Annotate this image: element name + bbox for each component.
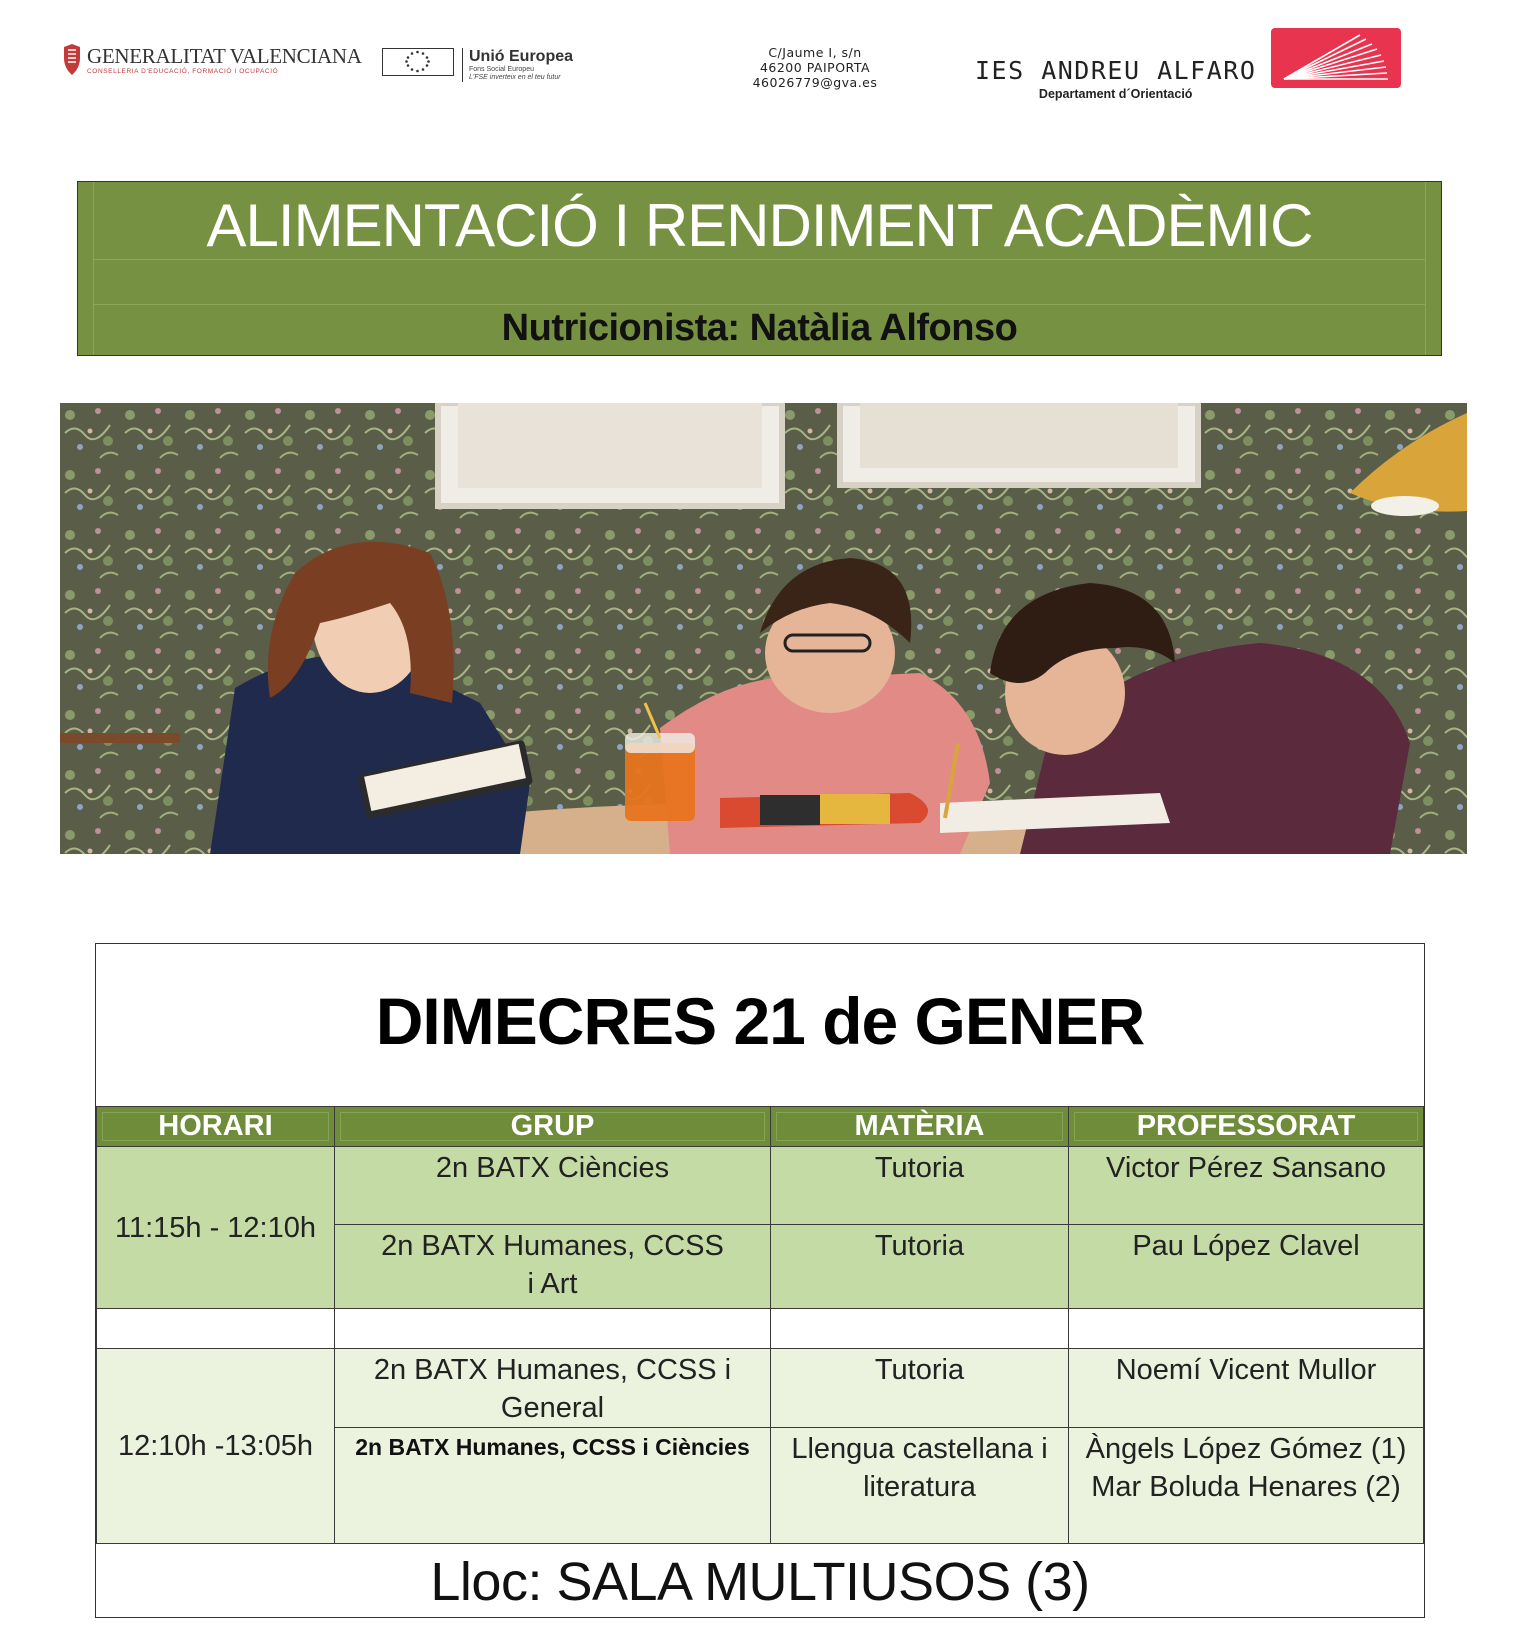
address-street: C/Jaume I, s/n — [768, 45, 862, 60]
school-address — [725, 45, 905, 90]
school-logo-icon — [1270, 27, 1402, 89]
place-label: Lloc: SALA MULTIUSOS (3) — [430, 1552, 1090, 1612]
page-subtitle: Nutricionista: Natàlia Alfonso — [501, 307, 1018, 349]
subject-cell: Tutoria — [771, 1349, 1069, 1428]
teacher-cell: Àngels López Gómez (1) Mar Boluda Henares (2) — [1069, 1428, 1424, 1544]
title-banner — [77, 181, 1442, 356]
teacher-cell: Pau López Clavel — [1069, 1225, 1424, 1309]
teacher-cell: Noemí Vicent Mullor — [1069, 1349, 1424, 1428]
schedule-date: DIMECRES 21 de GENER — [375, 984, 1145, 1058]
time-slot-1: 11:15h - 12:10h — [97, 1147, 335, 1309]
subject-cell: Llengua castellana i literatura — [771, 1428, 1069, 1544]
eu-flag-icon — [382, 48, 454, 76]
column-header-materia: MATÈRIA — [771, 1107, 1069, 1147]
address-email: 46026779@gva.es — [752, 75, 878, 90]
generalitat-emblem-icon — [62, 44, 82, 76]
page-header — [0, 0, 1527, 130]
spacer-row — [97, 1309, 1424, 1349]
schedule-table — [95, 943, 1425, 1618]
table-row — [97, 1349, 1424, 1428]
subject-cell: Tutoria — [771, 1147, 1069, 1225]
page-title: ALIMENTACIÓ I RENDIMENT ACADÈMIC — [206, 192, 1313, 259]
students-studying-photo — [60, 403, 1467, 854]
column-header-horari: HORARI — [97, 1107, 335, 1147]
generalitat-department: CONSELLERIA D'EDUCACIÓ, FORMACIÓ I OCUPACIÓ — [87, 68, 279, 75]
school-name-block — [975, 56, 1256, 102]
column-header-grup: GRUP — [335, 1107, 771, 1147]
schedule-grid — [96, 1106, 1424, 1544]
group-cell: 2n BATX Humanes, CCSS i Art — [335, 1225, 771, 1309]
generalitat-logo — [62, 44, 362, 78]
eu-name: Unió Europea — [469, 48, 574, 65]
school-department: Departament d´Orientació — [1038, 87, 1193, 101]
group-cell: 2n BATX Ciències — [335, 1147, 771, 1225]
table-header-row — [97, 1107, 1424, 1147]
school-name: IES ANDREU ALFARO — [975, 56, 1257, 85]
teacher-cell: Victor Pérez Sansano — [1069, 1147, 1424, 1225]
group-cell: 2n BATX Humanes, CCSS i General — [335, 1349, 771, 1428]
group-cell: 2n BATX Humanes, CCSS i Ciències — [335, 1428, 771, 1544]
generalitat-name: GENERALITAT VALENCIANA — [87, 44, 362, 68]
time-slot-2: 12:10h -13:05h — [97, 1349, 335, 1544]
eu-fund: Fons Social Europeu — [469, 66, 534, 73]
table-row — [97, 1147, 1424, 1225]
subject-cell: Tutoria — [771, 1225, 1069, 1309]
eu-logo — [382, 48, 573, 82]
address-city: 46200 PAIPORTA — [759, 60, 871, 75]
column-header-professorat: PROFESSORAT — [1069, 1107, 1424, 1147]
eu-slogan: L'FSE inverteix en el teu futur — [469, 74, 561, 81]
